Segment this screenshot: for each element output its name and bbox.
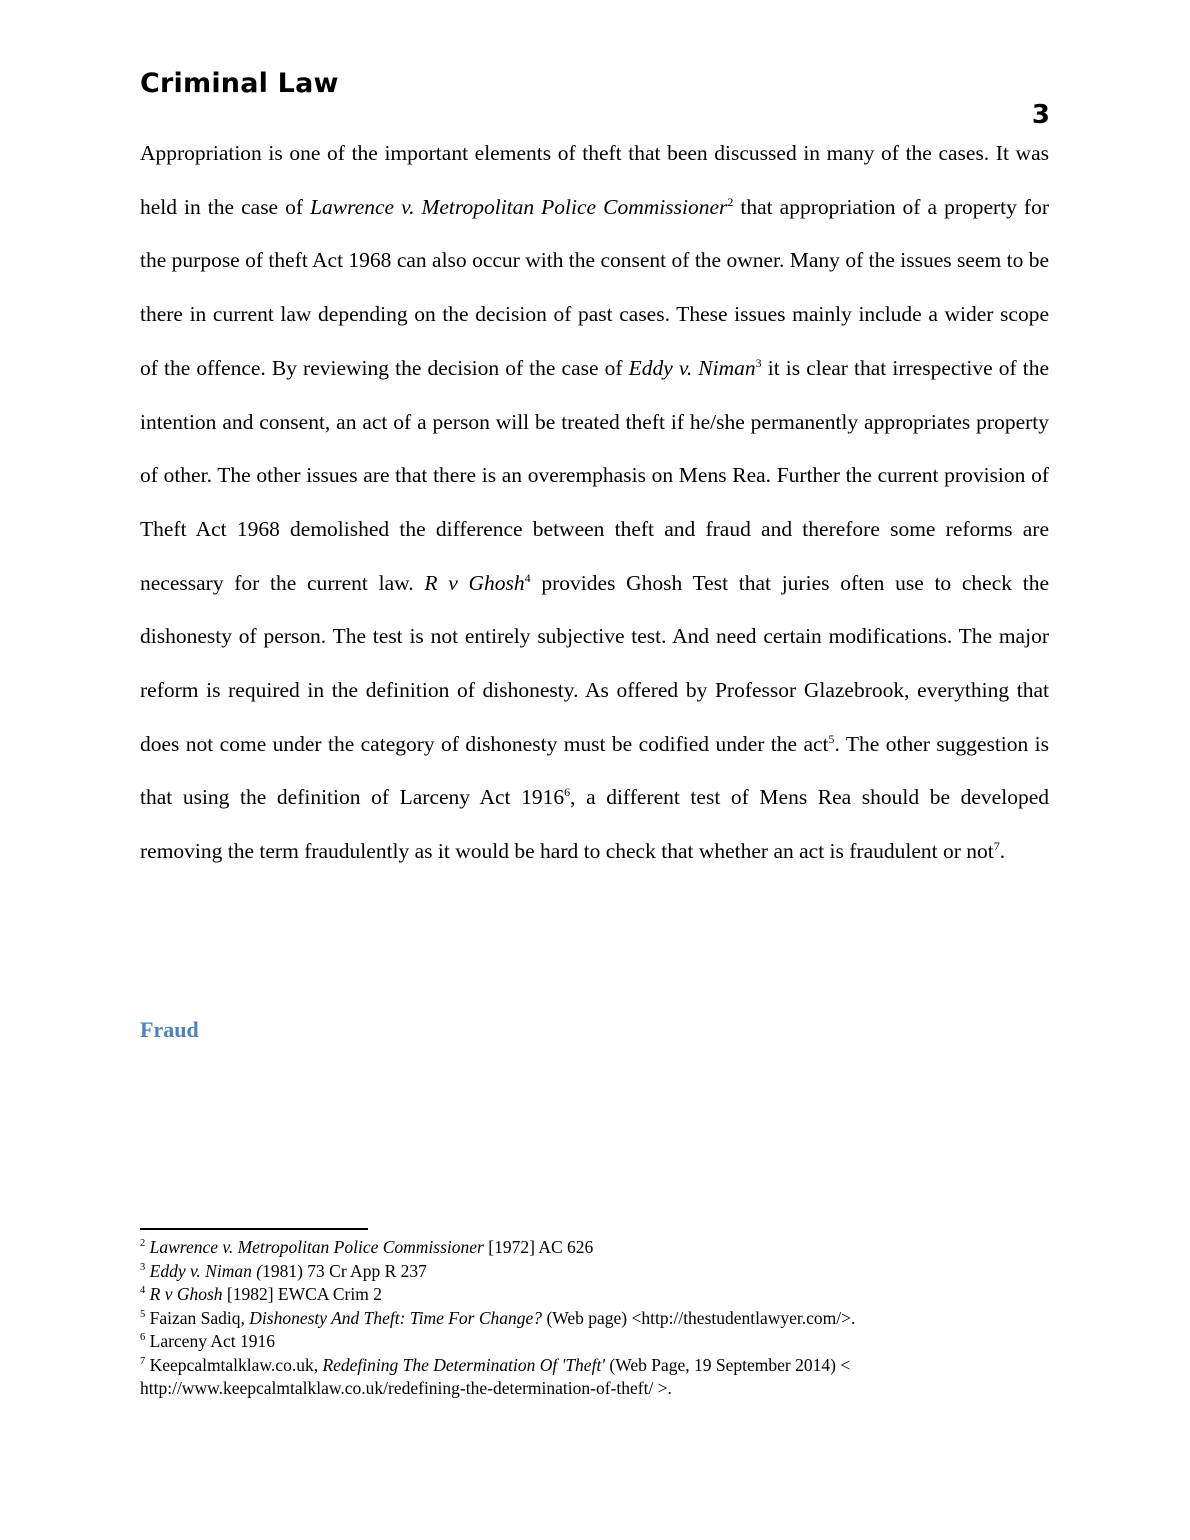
footnote-number: 6 xyxy=(140,1332,146,1344)
footnote-citation: Eddy v. Niman ( xyxy=(149,1260,263,1281)
body-text-segment: provides Ghosh Test that juries often use to check the dishonesty of person. The test is not entirely subjective test. And need certain modifications. The major reform is required in the definition of dishonesty. As offered by Professor Glazebrook, everything that does not come under the category of dishonesty must be codified under the act xyxy=(140,570,1049,756)
case-citation-eddy: Eddy v. Niman xyxy=(628,355,756,380)
footnote-ref-3[interactable]: 3 xyxy=(755,355,762,370)
footnote-4 xyxy=(140,1283,1049,1307)
footnote-ref-7[interactable]: 7 xyxy=(993,838,1000,853)
footnote-5 xyxy=(140,1307,1049,1331)
footnote-number: 7 xyxy=(140,1355,146,1367)
footnote-text: (Web page) <http://thestudentlawyer.com/>. xyxy=(542,1307,856,1328)
case-citation-lawrence: Lawrence v. Metropolitan Police Commissioner xyxy=(310,194,728,219)
body-text-segment: . xyxy=(999,839,1006,864)
footnote-number: 4 xyxy=(140,1285,146,1297)
footnote-number: 5 xyxy=(140,1308,146,1320)
footnote-citation: R v Ghosh xyxy=(149,1284,223,1304)
footnote-citation: Redefining The Determination Of 'Theft' xyxy=(322,1354,606,1375)
footnote-text: [1982] EWCA Crim 2 xyxy=(222,1284,382,1304)
body-text-segment: , a different test of Mens Rea should be developed removing the term fraudulently as it would be hard to check that whether an act is fraudulent or not xyxy=(140,785,1049,864)
footnote-citation: Dishonesty And Theft: Time For Change? xyxy=(249,1307,543,1328)
body-paragraph xyxy=(140,127,1049,879)
body-text-segment: it is clear that irrespective of the intention and consent, an act of a person will be treated theft if he/she permanently appropriates property of other. The other issues are that there is an overemphasis on Mens Rea. Further the current provision of Theft Act 1968 demolished the difference between theft and fraud and therefore some reforms are necessary for the current law. xyxy=(140,355,1049,595)
running-header-title: Criminal Law xyxy=(140,68,339,99)
page-number: 3 xyxy=(1031,100,1050,130)
footnote-citation: Lawrence v. Metropolitan Police Commissioner xyxy=(149,1237,484,1257)
section-heading-fraud: Fraud xyxy=(140,1017,199,1042)
body-text-segment: Appropriation is one of the important elements of theft that been discussed in many of the cases. It was held in the case of xyxy=(140,141,1049,219)
footnote-text: [1972] AC 626 xyxy=(483,1237,594,1257)
footnote-author: Keepcalmtalklaw.co.uk, xyxy=(145,1354,323,1375)
case-citation-ghosh: R v Ghosh xyxy=(424,570,525,595)
footnote-ref-6[interactable]: 6 xyxy=(564,785,571,800)
footnote-ref-4[interactable]: 4 xyxy=(524,570,531,585)
footnote-text: Larceny Act 1916 xyxy=(145,1331,275,1351)
footnote-ref-2[interactable]: 2 xyxy=(727,194,734,209)
footnote-number: 2 xyxy=(140,1238,146,1250)
body-text-segment: that appropriation of a property for the purpose of theft Act 1968 can also occur with the consent of the owner. Many of the issues seem to be there in current law depending on the decision of past cases. These issues mainly include a wider scope of the offence. By reviewing the decision of the case of xyxy=(140,194,1050,380)
footnote-ref-5[interactable]: 5 xyxy=(828,731,835,746)
footnote-7 xyxy=(140,1354,1049,1401)
footnote-author: Faizan Sadiq, xyxy=(145,1307,250,1328)
footnote-text: (Web Page, 19 September 2014) < http://www.keepcalmtalklaw.co.uk/redefining-the-determination-of-theft/ >. xyxy=(140,1354,851,1398)
footnote-text: 1981) 73 Cr App R 237 xyxy=(262,1260,427,1281)
footnote-3 xyxy=(140,1260,1049,1284)
footnote-number: 3 xyxy=(140,1261,146,1273)
footnote-separator xyxy=(140,1228,368,1230)
footnote-2 xyxy=(140,1236,1049,1260)
body-text-segment: . The other suggestion is that using the definition of Larceny Act 1916 xyxy=(140,731,1049,810)
footnotes-list xyxy=(140,1236,1049,1401)
footnote-6 xyxy=(140,1330,1049,1354)
